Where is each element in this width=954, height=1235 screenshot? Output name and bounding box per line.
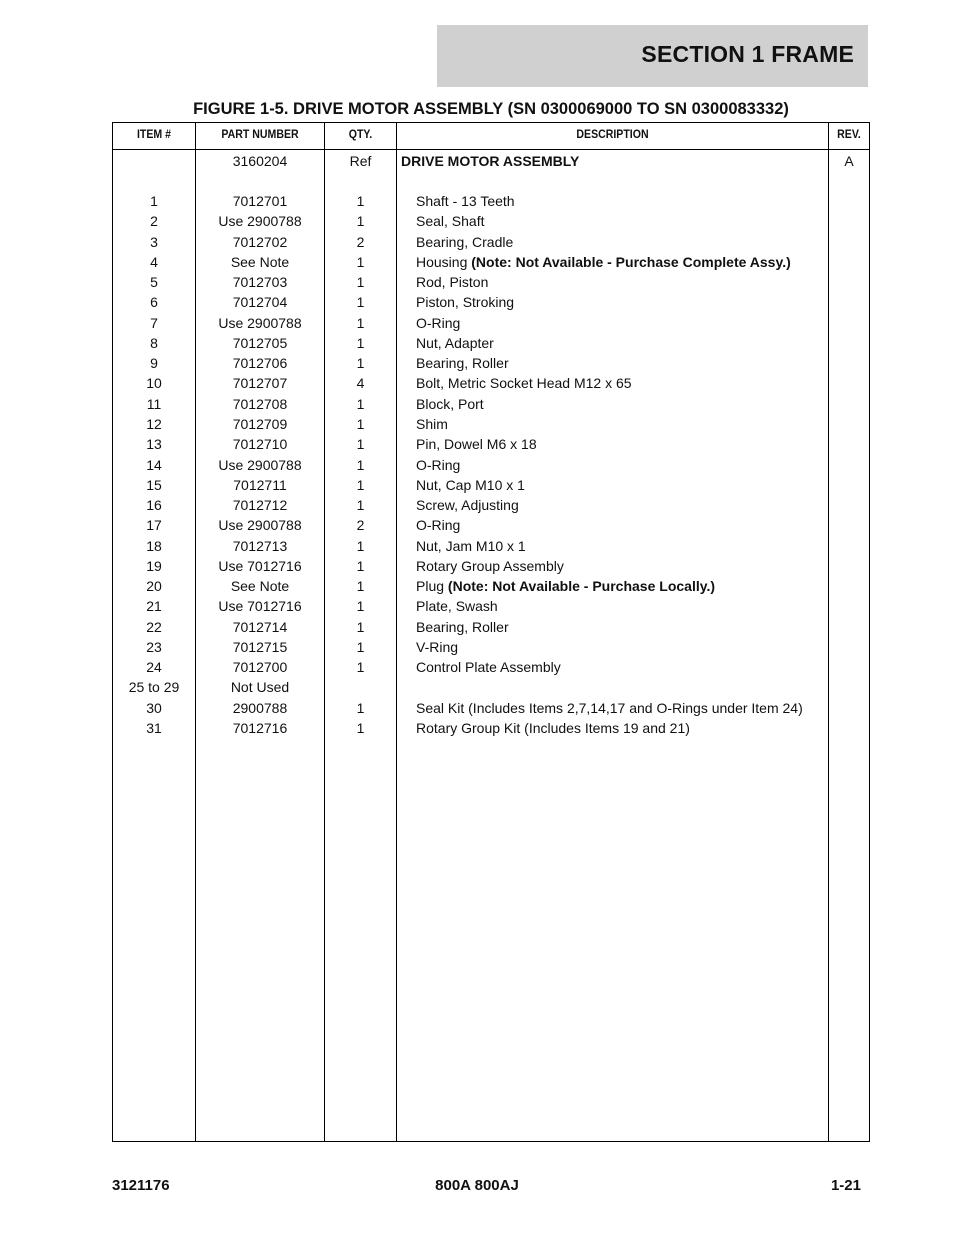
item-number: 4 [150,254,158,270]
part-number: Use 2900788 [218,213,302,229]
header-item: ITEM # [136,127,172,141]
table-row [113,415,869,435]
description-text: Control Plate Assembly [416,659,561,675]
item-number: 9 [150,355,158,371]
description-text: Bolt, Metric Socket Head M12 x 65 [416,375,632,391]
item-number: 6 [150,294,158,310]
description-text: Plug [416,578,448,594]
item-number: 17 [146,517,162,533]
item-number: 7 [150,315,158,331]
model-name: 800A 800AJ [435,1177,519,1194]
item-number: 20 [146,578,162,594]
item-number: 23 [146,639,162,655]
item-number: 31 [146,720,162,736]
item-number: 21 [146,598,162,614]
table-header [113,123,869,150]
description [416,334,826,352]
quantity: 1 [356,700,365,716]
description [416,395,826,413]
table-row [113,577,869,597]
description-text: Bearing, Roller [416,619,509,635]
description [416,233,826,251]
table-row [113,719,869,739]
description-text: Bearing, Cradle [416,234,514,250]
part-number: 7012701 [232,193,288,209]
table-row [113,678,869,698]
description-text: O-Ring [416,315,461,331]
item-number: 2 [150,213,158,229]
item-number: 15 [146,477,162,493]
table-row [113,638,869,658]
description [416,618,826,636]
quantity: 2 [356,517,365,533]
part-number: 7012712 [232,497,288,513]
table-row [113,395,869,415]
item-number: 5 [150,274,158,290]
item-number: 12 [146,416,162,432]
description-text: Rotary Group Kit (Includes Items 19 and 21) [416,720,690,736]
quantity: 1 [356,558,365,574]
description [416,597,826,615]
description-text: Pin, Dowel M6 x 18 [416,436,537,452]
revision: A [844,153,854,169]
description-text: V-Ring [416,639,459,655]
table-row [113,537,869,557]
description [416,699,826,717]
description [416,476,826,494]
part-number: 7012713 [232,538,288,554]
item-number: 18 [146,538,162,554]
description-text: Housing [416,254,472,270]
quantity: 1 [356,294,365,310]
description [416,314,826,332]
quantity: 4 [356,375,365,391]
part-number: 7012702 [232,234,288,250]
item-number: 11 [146,396,162,412]
table-row [113,435,869,455]
description-note: (Note: Not Available - Purchase Complete Assy.) [471,254,791,270]
description [416,253,826,271]
table-row [113,253,869,273]
description [416,557,826,575]
part-number: 7012716 [232,720,288,736]
description [416,537,826,555]
part-number: Use 2900788 [218,517,302,533]
table-row [113,699,869,719]
quantity: 1 [356,436,365,452]
table-row [113,314,869,334]
quantity: Ref [349,153,372,169]
description [416,415,826,433]
part-number: 7012707 [232,375,288,391]
quantity: 1 [356,457,365,473]
description [416,577,826,595]
quantity: 1 [356,254,365,270]
description [416,456,826,474]
part-number: 7012710 [232,436,288,452]
parts-table [112,122,870,1142]
quantity: 1 [356,538,365,554]
quantity: 1 [356,335,365,351]
section-title: SECTION 1 FRAME [641,41,854,67]
description-text: Block, Port [416,396,484,412]
description [401,152,811,170]
table-row [113,658,869,678]
part-number: 7012705 [232,335,288,351]
quantity: 1 [356,497,365,513]
quantity: 1 [356,213,365,229]
item-number: 10 [146,375,162,391]
table-row [113,597,869,617]
table-row [113,334,869,354]
description-note: (Note: Not Available - Purchase Locally.) [447,578,716,594]
part-number: Use 7012716 [218,558,302,574]
table-row [113,293,869,313]
table-row [113,273,869,293]
description [416,354,826,372]
description [416,638,826,656]
quantity: 1 [356,355,365,371]
description-text: Shim [416,416,448,432]
quantity: 1 [356,619,365,635]
quantity: 1 [356,639,365,655]
part-number: 7012714 [232,619,288,635]
part-number: 7012709 [232,416,288,432]
description-text: Screw, Adjusting [416,497,519,513]
description-text: O-Ring [416,457,461,473]
description-text: DRIVE MOTOR ASSEMBLY [401,153,580,169]
table-row [113,456,869,476]
item-number: 14 [146,457,162,473]
description [416,435,826,453]
item-number: 16 [146,497,162,513]
part-number: 3160204 [232,153,288,169]
quantity: 1 [356,477,365,493]
header-qty: QTY. [348,127,373,141]
part-number: Use 2900788 [218,315,302,331]
header-description: DESCRIPTION [576,127,649,141]
quantity: 1 [356,396,365,412]
table-row [113,152,869,172]
description [416,374,826,392]
table-row [113,496,869,516]
part-number: 2900788 [232,700,288,716]
description-text: Rod, Piston [416,274,489,290]
description-text: Seal, Shaft [416,213,485,229]
part-number: 7012706 [232,355,288,371]
quantity: 1 [356,578,365,594]
part-number: 7012711 [233,477,287,493]
description [416,719,826,737]
section-banner [437,25,868,87]
quantity: 1 [356,720,365,736]
part-number: 7012704 [232,294,288,310]
description-text: O-Ring [416,517,461,533]
part-number: 7012700 [232,659,288,675]
table-row [113,354,869,374]
description [416,658,826,676]
page-number: 1-21 [830,1177,861,1194]
description-text: Shaft - 13 Teeth [416,193,515,209]
description-text: Seal Kit (Includes Items 2,7,14,17 and O-Rings under Item 24) [416,700,803,716]
item-number: 22 [146,619,162,635]
table-row [113,374,869,394]
header-rev: REV. [837,127,861,141]
description [416,192,826,210]
figure-title: FIGURE 1-5. DRIVE MOTOR ASSEMBLY (SN 0300069000 TO SN 0300083332) [193,100,789,118]
part-number: See Note [230,254,290,270]
description [416,293,826,311]
item-number: 1 [150,193,158,209]
doc-number: 3121176 [112,1177,170,1194]
quantity: 1 [356,598,365,614]
quantity: 1 [356,274,365,290]
table-row [113,476,869,496]
quantity: 1 [356,315,365,331]
quantity: 2 [356,234,365,250]
description [416,516,826,534]
description-text: Bearing, Roller [416,355,509,371]
table-row [113,516,869,536]
part-number: 7012715 [232,639,288,655]
description [416,212,826,230]
item-number: 8 [150,335,158,351]
item-number: 19 [146,558,162,574]
item-number: 24 [146,659,162,675]
description-text: Nut, Adapter [416,335,494,351]
item-number: 30 [146,700,162,716]
description [416,273,826,291]
part-number: Not Used [230,679,290,695]
item-number: 25 to 29 [128,679,180,695]
part-number: 7012703 [232,274,288,290]
description-text: Plate, Swash [416,598,498,614]
table-row [113,618,869,638]
part-number: See Note [230,578,290,594]
item-number: 13 [146,436,162,452]
part-number: Use 2900788 [218,457,302,473]
part-number: Use 7012716 [218,598,302,614]
description-text: Nut, Jam M10 x 1 [416,538,526,554]
table-row [113,557,869,577]
quantity: 1 [356,416,365,432]
item-number: 3 [150,234,158,250]
table-row [113,212,869,232]
description-text: Nut, Cap M10 x 1 [416,477,525,493]
description-text: Rotary Group Assembly [416,558,564,574]
table-row [113,233,869,253]
description [416,496,826,514]
part-number: 7012708 [232,396,288,412]
description-text: Piston, Stroking [416,294,515,310]
table-row [113,192,869,212]
header-part-number: PART NUMBER [221,127,299,141]
quantity: 1 [356,659,365,675]
quantity: 1 [356,193,365,209]
